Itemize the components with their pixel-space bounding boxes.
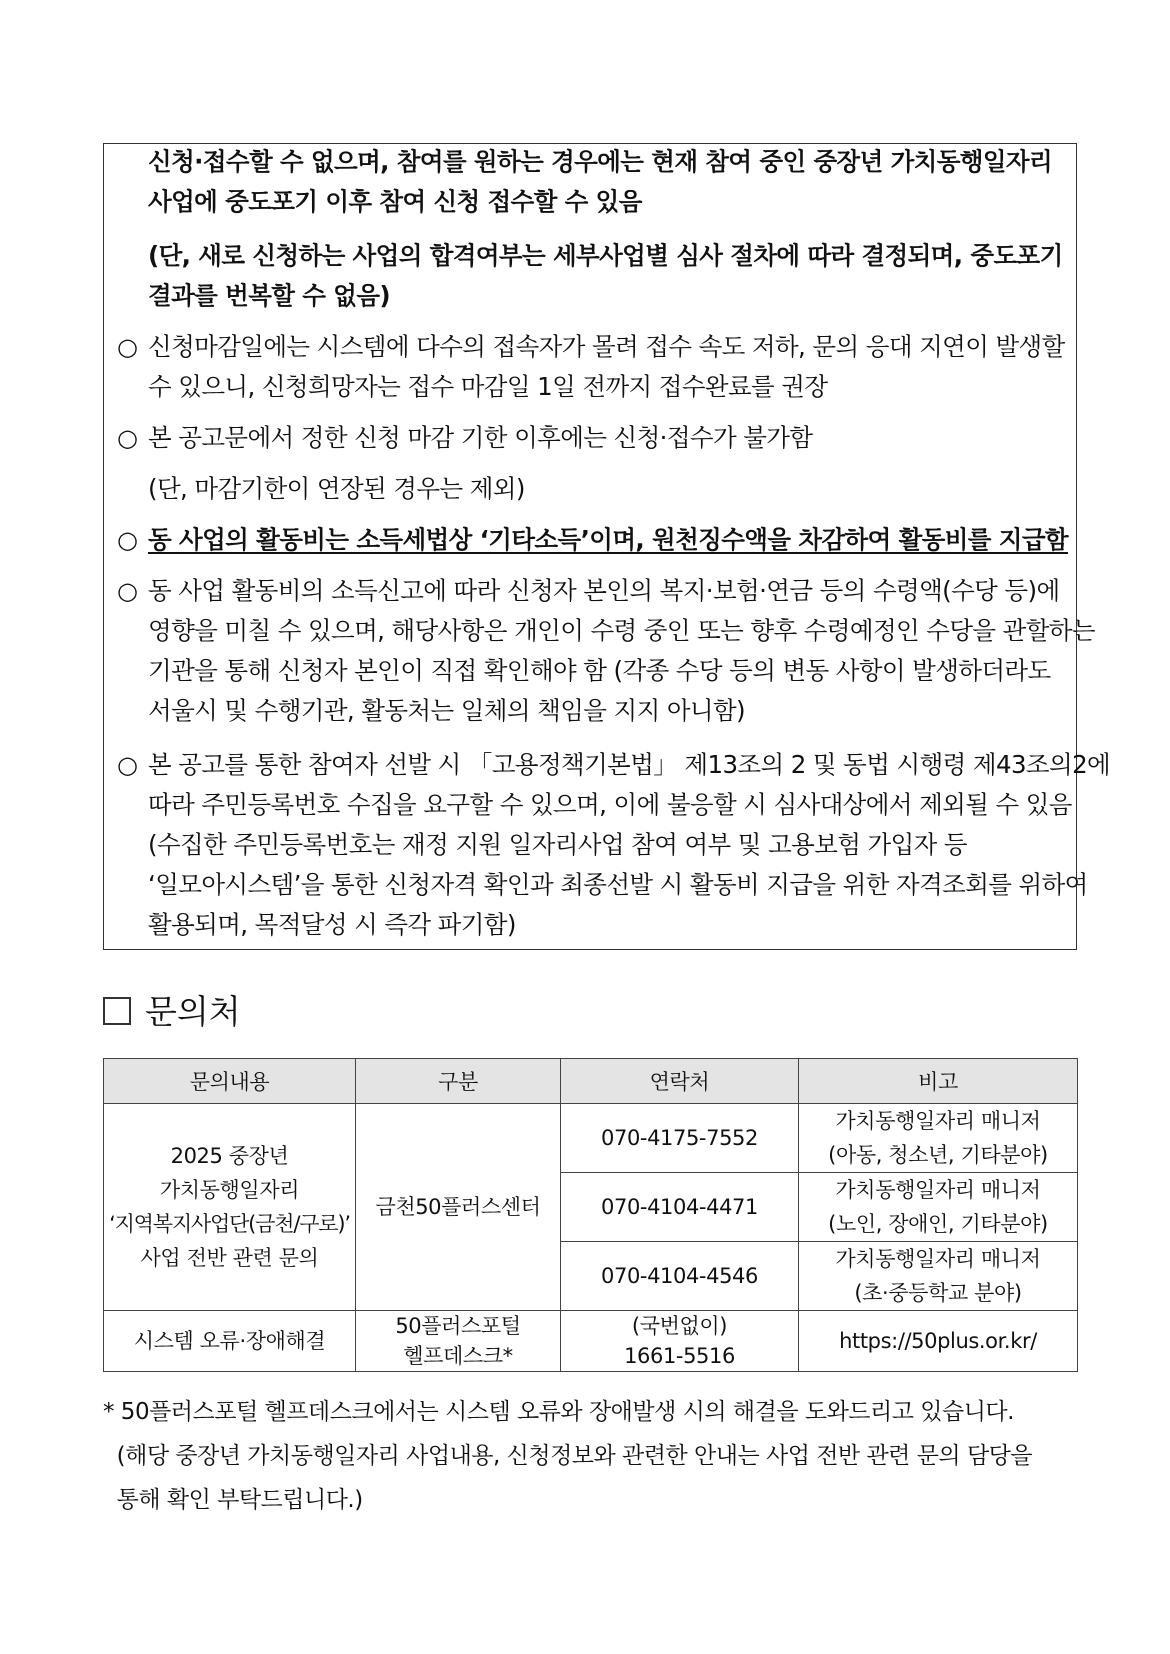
- notice-paragraph-2: [117, 236, 1067, 316]
- footnote: [103, 1390, 1077, 1522]
- notice-line-underlined: 동 사업의 활동비는 소득세법상 ‘기타소득’이며, 원천징수액을 차감하여 활동비를 지급함: [148, 525, 1068, 554]
- phone-cell: 070-4175-7552: [561, 1104, 799, 1173]
- notice-line: (단, 새로 신청하는 사업의 합격여부는 세부사업별 심사 절차에 따라 결정되며, 중도포기: [148, 241, 1063, 270]
- notice-paragraph-3: [117, 327, 1067, 407]
- topic-cell: 시스템 오류·장애해결: [104, 1311, 356, 1372]
- notice-paragraph-8: [117, 745, 1111, 945]
- topic-line: 2025 중장년: [170, 1144, 289, 1168]
- table-row: [104, 1104, 1078, 1173]
- division-line: 헬프데스크*: [403, 1344, 513, 1368]
- circle-bullet-icon: ○: [117, 751, 138, 779]
- notice-line: (수집한 주민등록번호는 재정 지원 일자리사업 참여 여부 및 고용보험 가입자 등: [148, 830, 967, 859]
- notice-paragraph-5: [117, 469, 1067, 509]
- division-line: 50플러스포털: [395, 1314, 521, 1338]
- note-cell: [799, 1242, 1078, 1311]
- note-line: 가치동행일자리 매니저: [835, 1247, 1041, 1271]
- note-line: 가치동행일자리 매니저: [835, 1109, 1041, 1133]
- circle-bullet-icon: ○: [117, 333, 138, 361]
- topic-line: ‘지역복지사업단(금천/구로)’: [109, 1212, 350, 1236]
- url-link[interactable]: https://50plus.or.kr/: [799, 1311, 1078, 1372]
- phone-line: (국번없이): [631, 1314, 728, 1338]
- note-line: 가치동행일자리 매니저: [835, 1178, 1041, 1202]
- notice-paragraph-6: [117, 520, 1067, 560]
- notice-line: 수 있으니, 신청희망자는 접수 마감일 1일 전까지 접수완료를 권장: [148, 372, 828, 401]
- topic-line: 사업 전반 관련 문의: [140, 1246, 319, 1270]
- notice-paragraph-4: [117, 418, 1067, 458]
- notice-line: 서울시 및 수행기관, 활동처는 일체의 책임을 지지 아니함): [148, 696, 746, 725]
- note-line: (초·중등학교 분야): [854, 1281, 1022, 1305]
- notice-line: 동 사업 활동비의 소득신고에 따라 신청자 본인의 복지·보험·연금 등의 수령액(수당 등)에: [148, 576, 1060, 605]
- notice-line: 따라 주민등록번호 수집을 요구할 수 있으며, 이에 불응할 시 심사대상에서 제외될 수 있음: [148, 790, 1072, 819]
- division-cell: [356, 1311, 561, 1372]
- notice-line: 신청마감일에는 시스템에 다수의 접속자가 몰려 접수 속도 저하, 문의 응대 지연이 발생할: [148, 332, 1065, 361]
- section-title: [103, 990, 241, 1034]
- note-cell: [799, 1173, 1078, 1242]
- phone-line: 1661-5516: [624, 1344, 735, 1368]
- note-line: (노인, 장애인, 기타분야): [828, 1212, 1048, 1236]
- table-header-cell: 구분: [356, 1059, 561, 1104]
- note-cell: [799, 1104, 1078, 1173]
- circle-bullet-icon: ○: [117, 577, 138, 605]
- notice-line: 신청·접수할 수 없으며, 참여를 원하는 경우에는 현재 참여 중인 중장년 가치동행일자리: [148, 147, 1053, 176]
- notice-paragraph-7: [117, 571, 1095, 731]
- table-header-row: [104, 1059, 1078, 1104]
- contact-table: [103, 1058, 1078, 1372]
- table-row: [104, 1311, 1078, 1372]
- notice-line: 결과를 번복할 수 없음): [148, 281, 390, 310]
- topic-line: 가치동행일자리: [159, 1178, 300, 1202]
- notice-line: 사업에 중도포기 이후 참여 신청 접수할 수 있음: [148, 187, 642, 216]
- notice-line: 본 공고문에서 정한 신청 마감 기한 이후에는 신청·접수가 불가함: [148, 423, 813, 452]
- phone-cell: [561, 1311, 799, 1372]
- empty-checkbox-icon: [103, 997, 131, 1025]
- division-cell: 금천50플러스센터: [356, 1104, 561, 1311]
- table-header-cell: 비고: [799, 1059, 1078, 1104]
- note-line: (아동, 청소년, 기타분야): [828, 1143, 1048, 1167]
- table-header-cell: 문의내용: [104, 1059, 356, 1104]
- footnote-line: 통해 확인 부탁드립니다.): [103, 1487, 363, 1513]
- section-title-text: 문의처: [145, 992, 241, 1031]
- phone-cell: 070-4104-4471: [561, 1173, 799, 1242]
- notice-paragraph-1: [117, 142, 1067, 222]
- notice-line: 기관을 통해 신청자 본인이 직접 확인해야 함 (각종 수당 등의 변동 사항이 발생하더라도: [148, 656, 1051, 685]
- footnote-line: (해당 중장년 가치동행일자리 사업내용, 신청정보와 관련한 안내는 사업 전반 관련 문의 담당을: [103, 1443, 1033, 1469]
- circle-bullet-icon: ○: [117, 526, 138, 554]
- table-header-cell: 연락처: [561, 1059, 799, 1104]
- phone-cell: 070-4104-4546: [561, 1242, 799, 1311]
- circle-bullet-icon: ○: [117, 424, 138, 452]
- footnote-line: * 50플러스포털 헬프데스크에서는 시스템 오류와 장애발생 시의 해결을 도와드리고 있습니다.: [103, 1399, 1014, 1425]
- notice-line: 영향을 미칠 수 있으며, 해당사항은 개인이 수령 중인 또는 향후 수령예정인 수당을 관할하는: [148, 616, 1095, 645]
- notice-line: (단, 마감기한이 연장된 경우는 제외): [148, 474, 525, 503]
- notice-line: 활용되며, 목적달성 시 즉각 파기함): [148, 910, 516, 939]
- notice-line: 본 공고를 통한 참여자 선발 시 「고용정책기본법」 제13조의 2 및 동법 시행령 제43조의2에: [148, 750, 1111, 779]
- notice-line: ‘일모아시스템’을 통한 신청자격 확인과 최종선발 시 활동비 지급을 위한 자격조회를 위하여: [148, 870, 1088, 899]
- topic-cell: [104, 1104, 356, 1311]
